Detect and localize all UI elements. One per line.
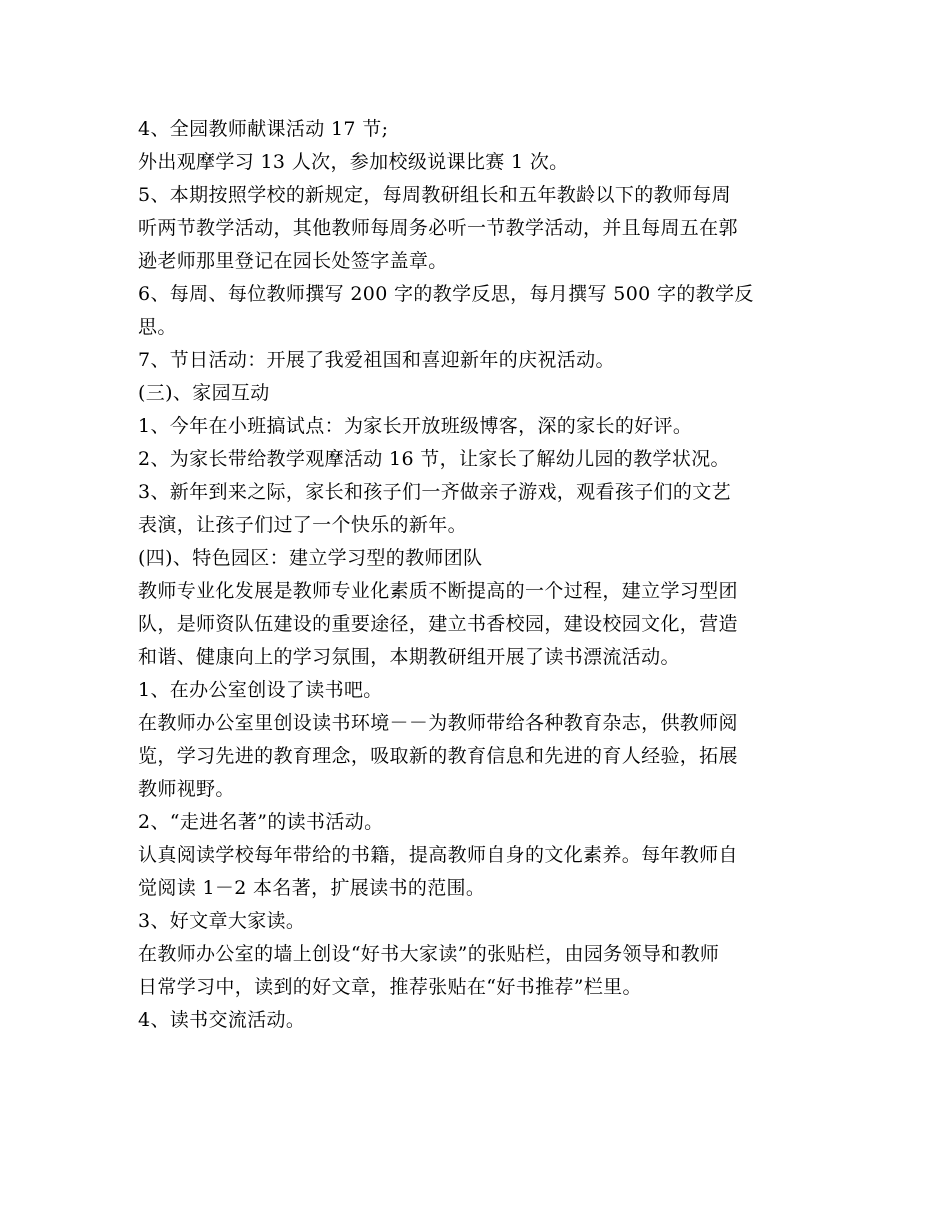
- section-heading: (三)、家园互动: [138, 382, 270, 404]
- text-line: 认真阅读学校每年带给的书籍，提高教师自身的文化素养。每年教师自: [138, 844, 738, 866]
- text-line: 4、读书交流活动。: [138, 1009, 306, 1031]
- paragraph-reading-exchange: [138, 1004, 818, 1037]
- text-line: 外出观摩学习 13 人次，参加校级说课比赛 1 次。: [138, 151, 569, 173]
- text-line: 在教师办公室的墙上创设“好书大家读”的张贴栏，由园务领导和教师: [138, 943, 720, 965]
- paragraph-observation-study: [138, 146, 818, 179]
- paragraph-parent-observation: [138, 443, 818, 476]
- paragraph-classics-reading: [138, 806, 818, 839]
- paragraph-new-year: [138, 476, 818, 542]
- paragraph-class-blog: [138, 410, 818, 443]
- text-line: 5、本期按照学校的新规定，每周教研组长和五年教龄以下的教师每周: [138, 184, 731, 206]
- text-line: 思。: [138, 316, 177, 338]
- paragraph-annual-books: [138, 839, 818, 905]
- text-line: 1、今年在小班搞试点：为家长开放班级博客，深的家长的好评。: [138, 415, 693, 437]
- paragraph-bulletin-board: [138, 938, 818, 1004]
- paragraph-item-5-new-rules: [138, 179, 818, 278]
- text-line: 逊老师那里登记在园长处签字盖章。: [138, 250, 448, 272]
- paragraph-reading-environment: [138, 707, 818, 806]
- text-line: 在教师办公室里创设读书环境－－为教师带给各种教育杂志，供教师阅: [138, 712, 738, 734]
- paragraph-item-4-lessons: [138, 113, 818, 146]
- text-line: 4、全园教师献课活动 17 节;: [138, 118, 389, 140]
- paragraph-item-6-reflection: [138, 278, 818, 344]
- text-line: 2、为家长带给教学观摩活动 16 节，让家长了解幼儿园的教学状况。: [138, 448, 730, 470]
- section-heading-featured-campus: [138, 542, 818, 575]
- text-line: 觉阅读 1－2 本名著，扩展读书的范围。: [138, 877, 486, 899]
- paragraph-reading-bar: [138, 674, 818, 707]
- text-line: 览，学习先进的教育理念，吸取新的教育信息和先进的育人经验，拓展: [138, 745, 738, 767]
- text-line: 队，是师资队伍建设的重要途径，建立书香校园，建设校园文化，营造: [138, 613, 738, 635]
- text-line: 2、“走进名著”的读书活动。: [138, 811, 384, 833]
- text-line: 日常学习中，读到的好文章，推荐张贴在“好书推荐”栏里。: [138, 976, 642, 998]
- text-line: 1、在办公室创设了读书吧。: [138, 679, 383, 701]
- section-heading-home-school: [138, 377, 818, 410]
- document-body: [138, 113, 818, 1037]
- text-line: 表演，让孩子们过了一个快乐的新年。: [138, 514, 467, 536]
- text-line: 教师专业化发展是教师专业化素质不断提高的一个过程，建立学习型团: [138, 580, 738, 602]
- paragraph-professional-development: [138, 575, 818, 674]
- text-line: 3、新年到来之际，家长和孩子们一齐做亲子游戏，观看孩子们的文艺: [138, 481, 731, 503]
- section-heading: (四)、特色园区：建立学习型的教师团队: [138, 547, 483, 569]
- text-line: 6、每周、每位教师撰写 200 字的教学反思，每月撰写 500 字的教学反: [138, 283, 754, 305]
- text-line: 和谐、健康向上的学习氛围，本期教研组开展了读书漂流活动。: [138, 646, 680, 668]
- paragraph-item-7-festival: [138, 344, 818, 377]
- text-line: 7、节日活动：开展了我爱祖国和喜迎新年的庆祝活动。: [138, 349, 615, 371]
- text-line: 3、好文章大家读。: [138, 910, 306, 932]
- text-line: 听两节教学活动，其他教师每周务必听一节教学活动，并且每周五在郭: [138, 217, 738, 239]
- paragraph-good-articles: [138, 905, 818, 938]
- text-line: 教师视野。: [138, 778, 235, 800]
